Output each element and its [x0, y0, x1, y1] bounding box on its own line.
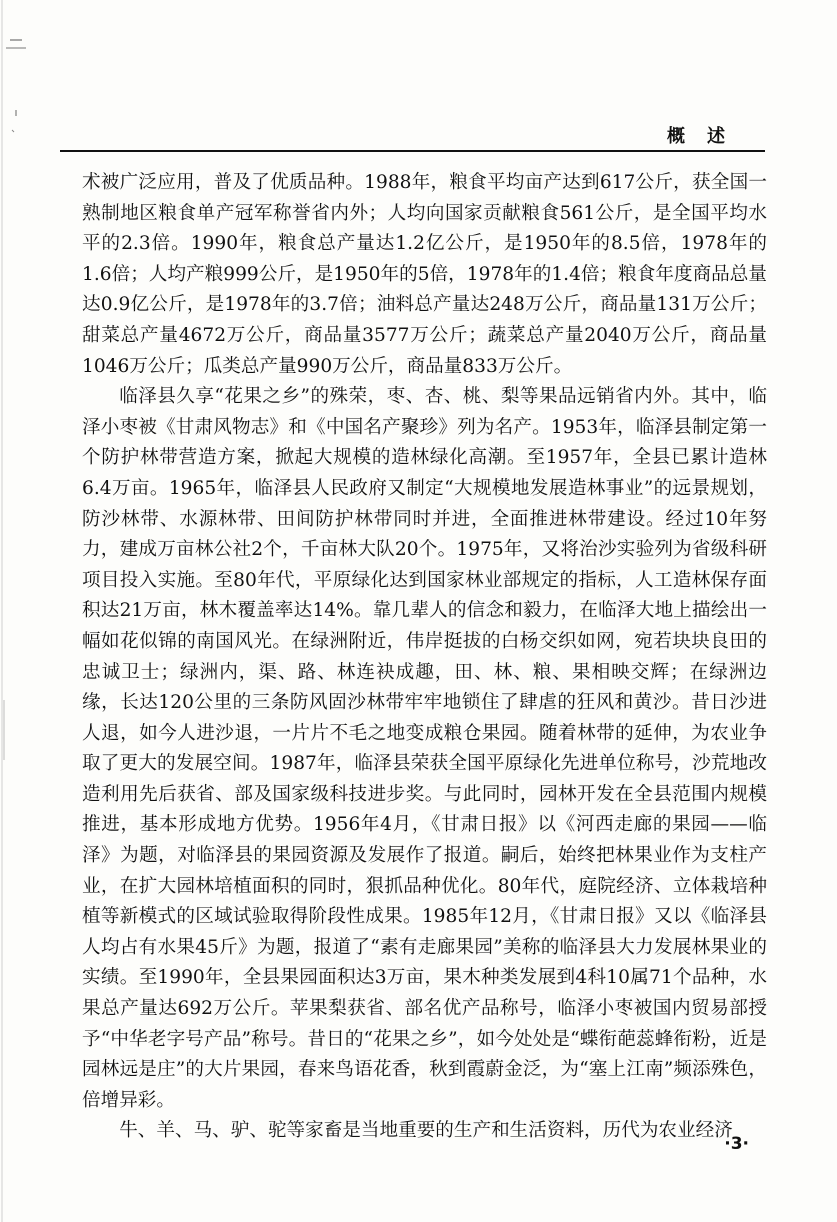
running-header: [60, 118, 765, 152]
page-number: ·3·: [724, 1134, 749, 1154]
paragraph-3: 牛、羊、马、驴、驼等家畜是当地重要的生产和生活资料，历代为农业经济: [119, 1120, 733, 1142]
chapter-title: 概述: [667, 126, 747, 147]
scan-edge-marks: [0, 0, 30, 1222]
paragraph-1: 术被广泛应用，普及了优质品种。1988年，粮食平均亩产达到617公斤，获全国一熟制地区粮食单产冠军称誉省内外；人均向国家贡献粮食561公斤，是全国平均水平的2.3倍。1990年，粮食总产量达1.2亿公斤，是1950年的8.5倍，1978年的1.6倍；人均产粮999公斤，是1950年的5倍，1978年的1.4倍；粮食年度商品总量达0.9亿公斤，是1978年的3.7倍；油料总产量达248万公斤，商品量131万公斤；甜菜总产量4672万公斤，商品量3577万公斤；蔬菜总产量2040万公斤，商品量1046万公斤；瓜类总产量990万公斤，商品量833万公斤。: [82, 172, 767, 377]
paragraph-2: 临泽县久享“花果之乡”的殊荣，枣、杏、桃、梨等果品远销省内外。其中，临泽小枣被《甘肃风物志》和《中国名产聚珍》列为名产。1953年，临泽县制定第一个防护林带营造方案，掀起大规模的造林绿化高潮。至1957年，全县已累计造林6.4万亩。1965年，临泽县人民政府又制定“大规模地发展造林事业”的远景规划，防沙林带、水源林带、田间防护林带同时并进，全面推进林带建设。经过10年努力，建成万亩林公社2个，千亩林大队20个。1975年，又将治沙实验列为省级科研项目投入实施。至80年代，平原绿化达到国家林业部规定的指标，人工造林保存面积达21万亩，林木覆盖率达14%。靠几辈人的信念和毅力，在临泽大地上描绘出一幅如花似锦的南国风光。在绿洲附近，伟岸挺拔的白杨交织如网，宛若块块良田的忠诚卫士；绿洲内，渠、路、林连袂成趣，田、林、粮、果相映交辉；在绿洲边缘，长达120公里的三条防风固沙林带牢牢地锁住了肆虐的狂风和黄沙。昔日沙进人退，如今人进沙退，一片片不毛之地变成粮仓果园。随着林带的延伸，为农业争取了更大的发展空间。1987年，临泽县荣获全国平原绿化先进单位称号，沙荒地改造利用先后获省、部及国家级科技进步奖。与此同时，园林开发在全县范围内规模推进，基本形成地方优势。1956年4月，《甘肃日报》以《河西走廊的果园——临泽》为题，对临泽县的果园资源及发展作了报道。嗣后，始终把林果业作为支柱产业，在扩大园林培植面积的同时，狠抓品种优化。80年代，庭院经济、立体栽培种植等新模式的区域试验取得阶段性成果。1985年12月，《甘肃日报》又以《临泽县人均占有水果45斤》为题，报道了“素有走廊果园”美称的临泽县大力发展林果业的实绩。至1990年，全县果园面积达3万亩，果木种类发展到4科10属71个品种，水果总产量达692万公斤。苹果梨获省、部名优产品称号，临泽小枣被国内贸易部授予“中华老字号产品”称号。昔日的“花果之乡”，如今处处是“蝶衔葩蕊蜂衔粉，近是园林远是庄”的大片果园，春来鸟语花香，秋到霞蔚金泛，为“塞上江南”频添殊色，倍增异彩。: [82, 386, 767, 1111]
header-rule: [60, 150, 765, 152]
body-text: [82, 168, 767, 1147]
